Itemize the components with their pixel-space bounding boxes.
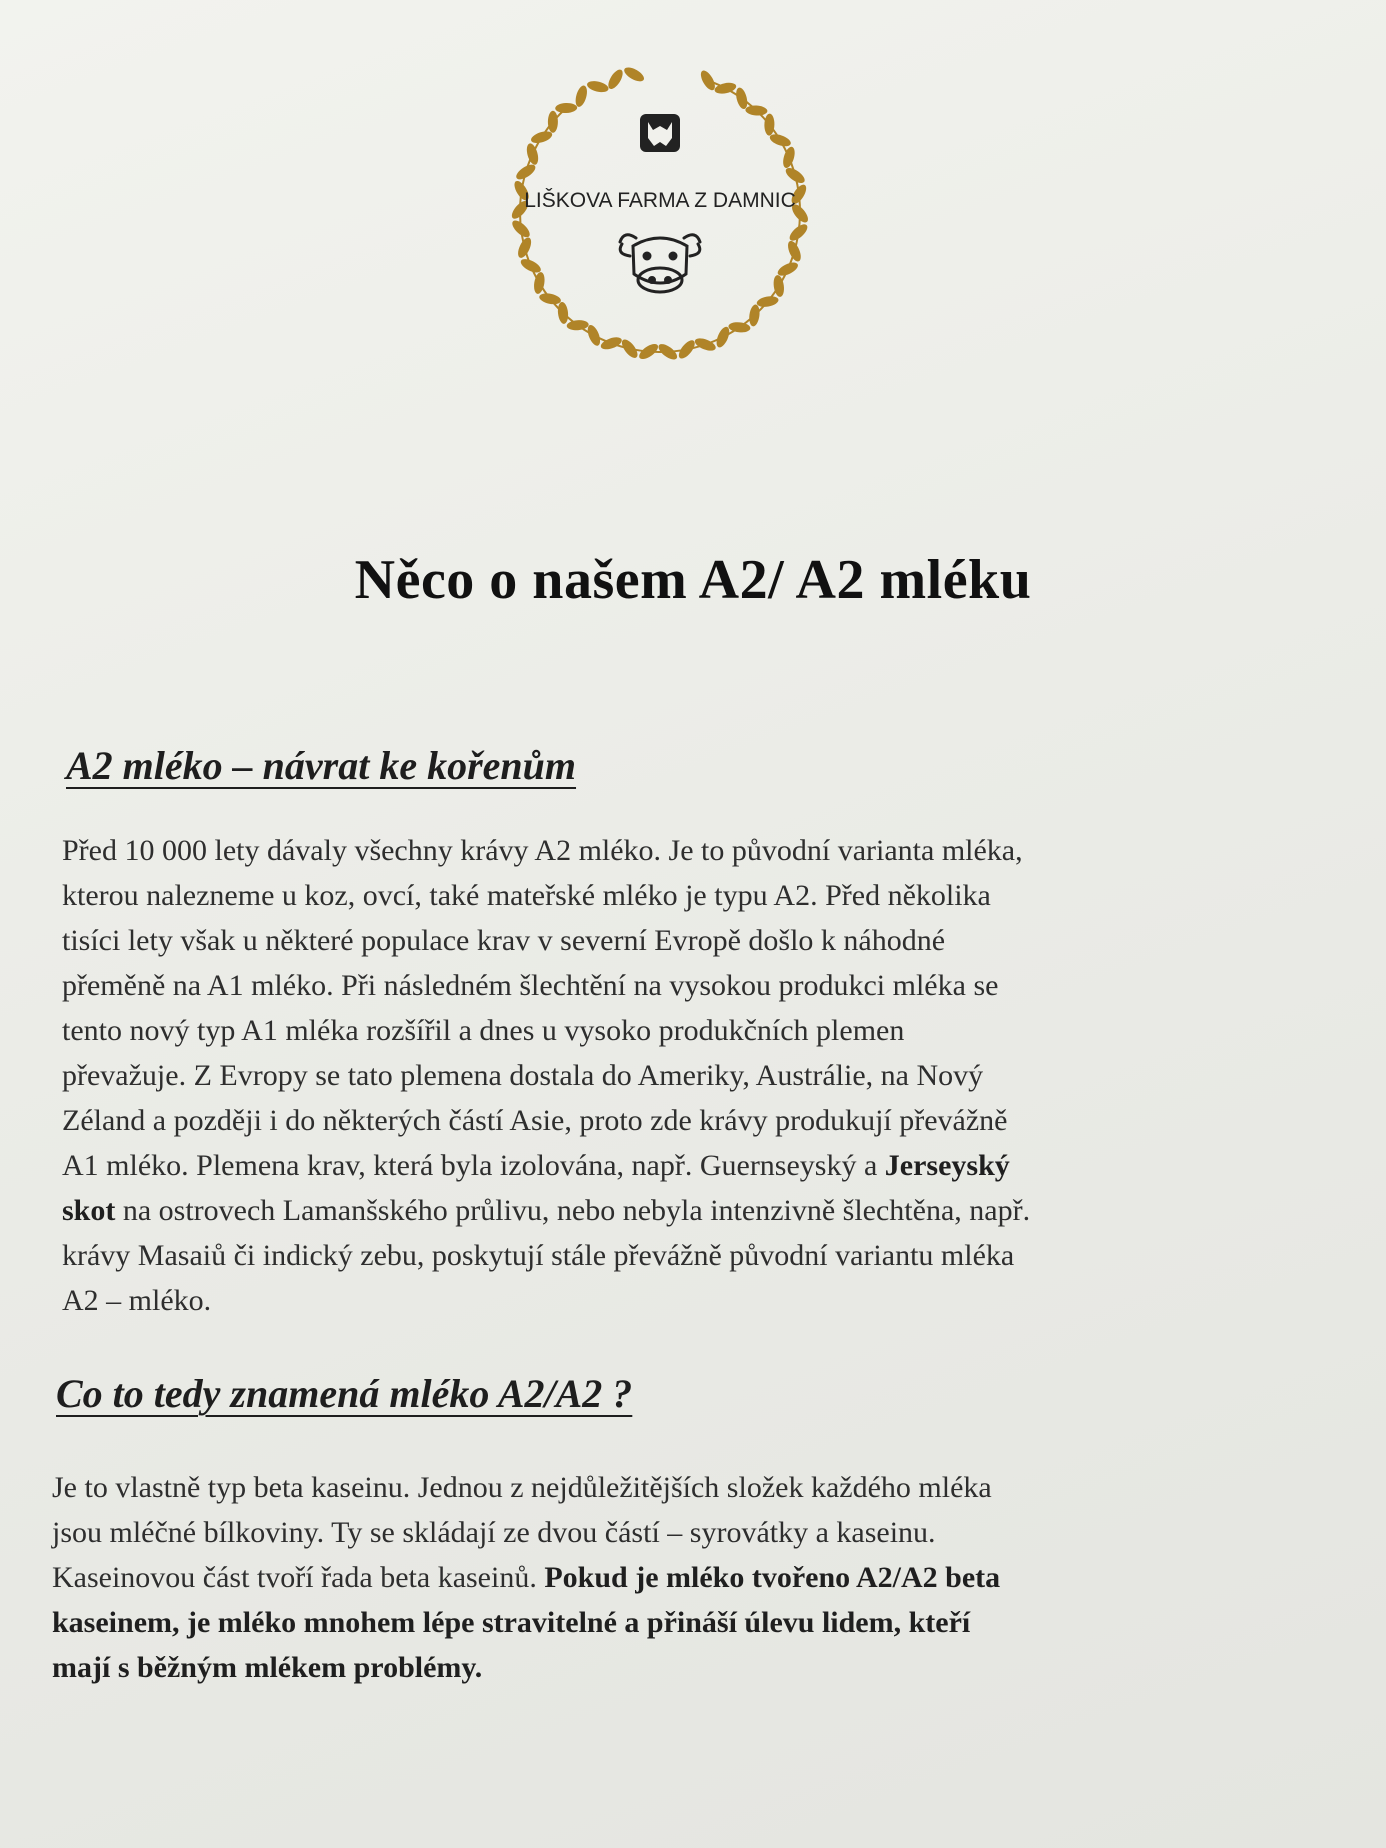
wreath-leaf bbox=[530, 129, 554, 145]
wolf-head-icon bbox=[640, 114, 680, 152]
wreath-leaf bbox=[519, 256, 543, 275]
text-segment: tento nový typ A1 mléka rozšířil a dnes u vysoko produkčních plemen bbox=[62, 1014, 905, 1047]
paragraph-meaning bbox=[52, 1465, 1322, 1690]
wreath-leaf bbox=[538, 292, 562, 306]
wreath-leaf bbox=[783, 165, 807, 186]
bold-text: mají s běžným mlékem problémy. bbox=[52, 1651, 483, 1684]
text-line bbox=[62, 1053, 1332, 1098]
text-line bbox=[62, 1143, 1332, 1188]
wreath-leaf bbox=[599, 335, 623, 352]
bold-text: Jerseyský bbox=[884, 1149, 1010, 1182]
bold-text: Pokud je mléko tvořeno A2/A2 beta bbox=[544, 1561, 1001, 1594]
wreath-leaf bbox=[585, 323, 602, 347]
text-segment: na ostrovech Lamanšského průlivu, nebo nebyla intenzivně šlechtěna, např. bbox=[115, 1194, 1031, 1227]
wreath-leaf bbox=[548, 111, 558, 133]
text-segment: přeměně na A1 mléko. Při následném šlechtění na vysokou produkci mléka se bbox=[62, 969, 999, 1002]
text-line bbox=[52, 1555, 1322, 1600]
wreath-leaf bbox=[781, 145, 797, 169]
wreath-leaf bbox=[756, 295, 779, 309]
wreath-leaf bbox=[586, 79, 610, 94]
wreath-stem bbox=[490, 42, 830, 382]
wreath-leaf bbox=[768, 132, 792, 149]
wreath-leaf bbox=[776, 260, 800, 279]
laurel-wreath-icon bbox=[490, 42, 830, 382]
wreath-leaf bbox=[748, 304, 761, 327]
text-segment: Zéland a později i do některých částí Asie, proto zde krávy produkují převážně bbox=[62, 1104, 1008, 1137]
wreath-leaf bbox=[714, 325, 732, 349]
text-line bbox=[62, 963, 1332, 1008]
wreath-leaf bbox=[693, 336, 717, 353]
text-line bbox=[62, 873, 1332, 918]
wreath-leaf bbox=[698, 68, 718, 92]
wreath-leaf bbox=[676, 338, 698, 361]
text-segment: převažuje. Z Evropy se tato plemena dostala do Ameriky, Austrálie, na Nový bbox=[62, 1059, 984, 1092]
text-line bbox=[62, 1098, 1332, 1143]
text-segment: krávy Masaiů či indický zebu, poskytují stále převážně původní variantu mléka bbox=[62, 1239, 1015, 1272]
text-line bbox=[62, 1008, 1332, 1053]
bold-text: kaseinem, je mléko mnohem lépe stravitelné a přináší úlevu lidem, kteří bbox=[52, 1606, 971, 1639]
text-segment: A1 mléko. Plemena krav, která byla izolována, např. Guernseyský a bbox=[62, 1149, 885, 1182]
wreath-leaf bbox=[734, 86, 749, 110]
wreath-leaf bbox=[745, 105, 768, 116]
wreath-leaf bbox=[557, 301, 569, 324]
text-segment: Před 10 000 lety dávaly všechny krávy A2 mléko. Je to původní varianta mléka, bbox=[62, 834, 1023, 867]
page-title: Něco o našem A2/ A2 mléku bbox=[354, 549, 1032, 611]
text-segment: Kaseinovou část tvoří řada beta kaseinů. bbox=[52, 1561, 545, 1594]
text-segment: A2 – mléko. bbox=[62, 1284, 212, 1317]
farm-logo bbox=[490, 42, 830, 382]
text-line bbox=[62, 1233, 1332, 1278]
text-segment: Je to vlastně typ beta kaseinu. Jednou z nejdůležitějších složek každého mléka bbox=[52, 1471, 992, 1504]
wreath-leaf bbox=[785, 239, 803, 263]
text-segment: jsou mléčné bílkoviny. Ty se skládají ze dvou částí – syrovátky a kaseinu. bbox=[52, 1516, 936, 1549]
text-line bbox=[52, 1645, 1322, 1690]
text-line bbox=[52, 1600, 1322, 1645]
wreath-leaf bbox=[619, 337, 640, 361]
text-line bbox=[62, 1278, 1332, 1323]
wreath-leaf bbox=[622, 65, 646, 84]
text-line bbox=[52, 1465, 1322, 1510]
wreath-leaf bbox=[573, 84, 589, 108]
logo-text: LIŠKOVA FARMA Z DAMNIC bbox=[524, 189, 796, 212]
paragraph-origins bbox=[62, 828, 1332, 1323]
section-heading-meaning: Co to tedy znamená mléko A2/A2 ? bbox=[56, 1371, 633, 1416]
text-line bbox=[62, 1188, 1332, 1233]
wreath-leaf bbox=[514, 162, 538, 182]
text-segment: tisíci lety však u některé populace krav v severní Evropě došlo k náhodné bbox=[62, 924, 946, 957]
wreath-leaf bbox=[555, 103, 577, 114]
wreath-leaf bbox=[525, 142, 541, 166]
text-line bbox=[62, 828, 1332, 873]
bold-text: skot bbox=[62, 1194, 116, 1227]
wreath-leaf bbox=[566, 319, 589, 331]
wreath-leaf bbox=[764, 113, 775, 135]
text-segment: kterou nalezneme u koz, ovcí, také mateřské mléko je typu A2. Před několika bbox=[62, 879, 991, 912]
cow-face-icon bbox=[620, 235, 700, 292]
farm-logo-graphic bbox=[490, 42, 830, 382]
section-heading-origins: A2 mléko – návrat ke kořenům bbox=[66, 743, 577, 788]
text-line bbox=[52, 1510, 1322, 1555]
wreath-leaf bbox=[605, 67, 625, 91]
wreath-leaf bbox=[515, 236, 533, 260]
text-line bbox=[62, 918, 1332, 963]
